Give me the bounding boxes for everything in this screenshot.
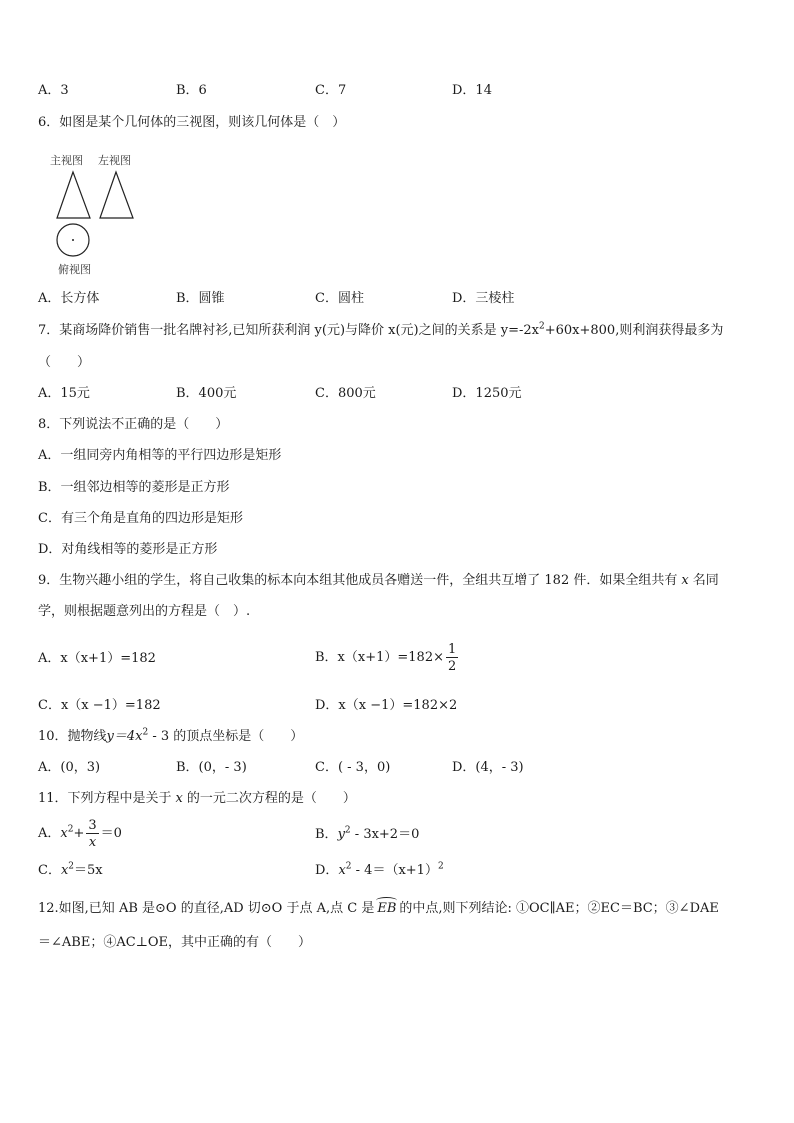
superscript-2: 2 bbox=[345, 861, 352, 872]
q6-option-c: C．圆柱 bbox=[315, 291, 364, 306]
q12-stem-part-a: 12.如图,已知 AB 是⊙O 的直径,AD 切⊙O 于点 A,点 C 是 bbox=[38, 901, 375, 916]
left-view-label: 左视图 bbox=[98, 154, 131, 167]
top-view-label: 俯视图 bbox=[58, 263, 91, 276]
q7-option-a: A．15元 bbox=[38, 386, 90, 401]
q10-option-a: A．(0，3) bbox=[38, 760, 101, 775]
q11-option-d bbox=[315, 862, 444, 880]
superscript-2: 2 bbox=[142, 727, 149, 738]
q6-stem: 6．如图是某个几何体的三视图，则该几何体是（ ） bbox=[38, 115, 346, 130]
q6-option-d: D．三棱柱 bbox=[452, 291, 515, 306]
q8-stem: 8．下列说法不正确的是（ ） bbox=[38, 417, 229, 432]
q5-option-c: C．7 bbox=[315, 83, 347, 98]
fraction-denominator: x bbox=[88, 834, 97, 850]
q11-option-c-label: C． bbox=[38, 863, 61, 878]
q7-stem bbox=[38, 322, 723, 340]
plus-sign: + bbox=[73, 826, 85, 841]
superscript-2: 2 bbox=[437, 861, 444, 872]
q11-option-d-label: D． bbox=[315, 863, 339, 878]
q7-option-d: D．1250元 bbox=[452, 386, 522, 401]
three-view-drawing bbox=[46, 148, 146, 276]
q11-stem-part-a: 11．下列方程中是关于 bbox=[38, 791, 172, 806]
q12-stem bbox=[38, 900, 719, 918]
q5-option-d: D．14 bbox=[452, 83, 492, 98]
q7-stem-continued: （ ） bbox=[38, 355, 91, 370]
q12-stem-continued: ＝∠ABE；④AC⊥OE，其中正确的有（ ） bbox=[38, 935, 312, 950]
q11-stem bbox=[38, 790, 356, 808]
q11-option-c bbox=[38, 862, 103, 880]
q10-stem-part-b: - 3 的顶点坐标是（ ） bbox=[148, 729, 304, 744]
q9-option-d: D．x（x −1）=182×2 bbox=[315, 698, 458, 713]
q8-option-d: D．对角线相等的菱形是正方形 bbox=[38, 542, 218, 557]
fraction-three-over-x bbox=[86, 819, 98, 849]
fraction-denominator: 2 bbox=[447, 658, 457, 674]
q11-option-a-rest: ＝0 bbox=[100, 826, 122, 841]
q11-option-b bbox=[315, 826, 419, 844]
q11-option-b-rest: - 3x+2＝0 bbox=[350, 827, 420, 842]
q9-stem-continued: 学，则根据题意列出的方程是（ ）. bbox=[38, 604, 251, 619]
q9-option-c: C．x（x −1）=182 bbox=[38, 698, 161, 713]
q8-option-b: B．一组邻边相等的菱形是正方形 bbox=[38, 480, 230, 495]
q7-stem-part-b: +60x+800,则利润获得最多为 bbox=[544, 323, 724, 338]
q11-option-a-var: x bbox=[60, 826, 68, 841]
q11-variable-x: x bbox=[175, 791, 183, 806]
q11-option-b-var: y bbox=[337, 827, 345, 842]
top-view-center-dot bbox=[72, 239, 74, 241]
q8-option-a: A．一组同旁内角相等的平行四边形是矩形 bbox=[38, 448, 282, 463]
q5-option-a: A．3 bbox=[38, 83, 69, 98]
q7-stem-part-a: 7．某商场降价销售一批名牌衬衫,已知所获利润 y(元)与降价 x(元)之间的关系是 y=-2x bbox=[38, 323, 539, 338]
q9-stem bbox=[38, 572, 719, 590]
three-view-figure bbox=[46, 148, 146, 276]
q11-option-d-rest: - 4＝（x+1） bbox=[351, 863, 438, 878]
q9-variable-x: x bbox=[681, 573, 689, 588]
q10-equation: y＝4x bbox=[106, 729, 143, 744]
superscript-2: 2 bbox=[344, 825, 351, 836]
arc-eb: EB bbox=[377, 901, 397, 916]
q7-option-b: B．400元 bbox=[176, 386, 237, 401]
left-view-triangle bbox=[100, 172, 133, 218]
q11-option-b-label: B． bbox=[315, 827, 338, 842]
q10-option-d: D．(4，- 3) bbox=[452, 760, 524, 775]
q12-stem-part-b: 的中点,则下列结论: ①OC∥AE；②EC＝BC；③∠DAE bbox=[399, 901, 719, 916]
q6-option-a: A．长方体 bbox=[38, 291, 100, 306]
front-view-label: 主视图 bbox=[50, 154, 83, 167]
q11-stem-part-b: 的一元二次方程的是（ ） bbox=[186, 791, 356, 806]
fraction-one-half bbox=[446, 643, 458, 673]
fraction-numerator: 1 bbox=[447, 641, 457, 657]
superscript-2: 2 bbox=[67, 824, 74, 835]
q10-stem bbox=[38, 728, 303, 746]
q9-option-a: A．x（x+1）=182 bbox=[38, 651, 156, 666]
q11-option-c-var: x bbox=[60, 863, 69, 878]
q11-option-c-rest: ＝5x bbox=[74, 863, 103, 878]
q9-option-b-text: B．x（x+1）=182× bbox=[315, 650, 444, 665]
q11-option-a-label: A． bbox=[38, 826, 61, 841]
q9-stem-part-a: 9．生物兴趣小组的学生，将自己收集的标本向本组其他成员各赠送一件，全组共互增了 182 件．如果全组共有 bbox=[38, 573, 678, 588]
q8-option-c: C．有三个角是直角的四边形是矩形 bbox=[38, 511, 243, 526]
q9-stem-part-b: 名同 bbox=[692, 573, 719, 588]
q11-option-d-var: x bbox=[338, 863, 346, 878]
superscript-2: 2 bbox=[68, 861, 75, 872]
q10-option-c: C．( - 3，0) bbox=[315, 760, 391, 775]
q7-option-c: C．800元 bbox=[315, 386, 376, 401]
q11-option-a bbox=[38, 814, 122, 854]
q9-option-b bbox=[315, 638, 460, 678]
front-view-triangle bbox=[57, 172, 90, 218]
fraction-numerator: 3 bbox=[88, 817, 97, 833]
q10-option-b: B．(0，- 3) bbox=[176, 760, 247, 775]
superscript-2: 2 bbox=[539, 321, 545, 332]
q6-option-b: B．圆锥 bbox=[176, 291, 225, 306]
q10-stem-part-a: 10．抛物线 bbox=[38, 729, 107, 744]
q5-option-b: B．6 bbox=[176, 83, 207, 98]
